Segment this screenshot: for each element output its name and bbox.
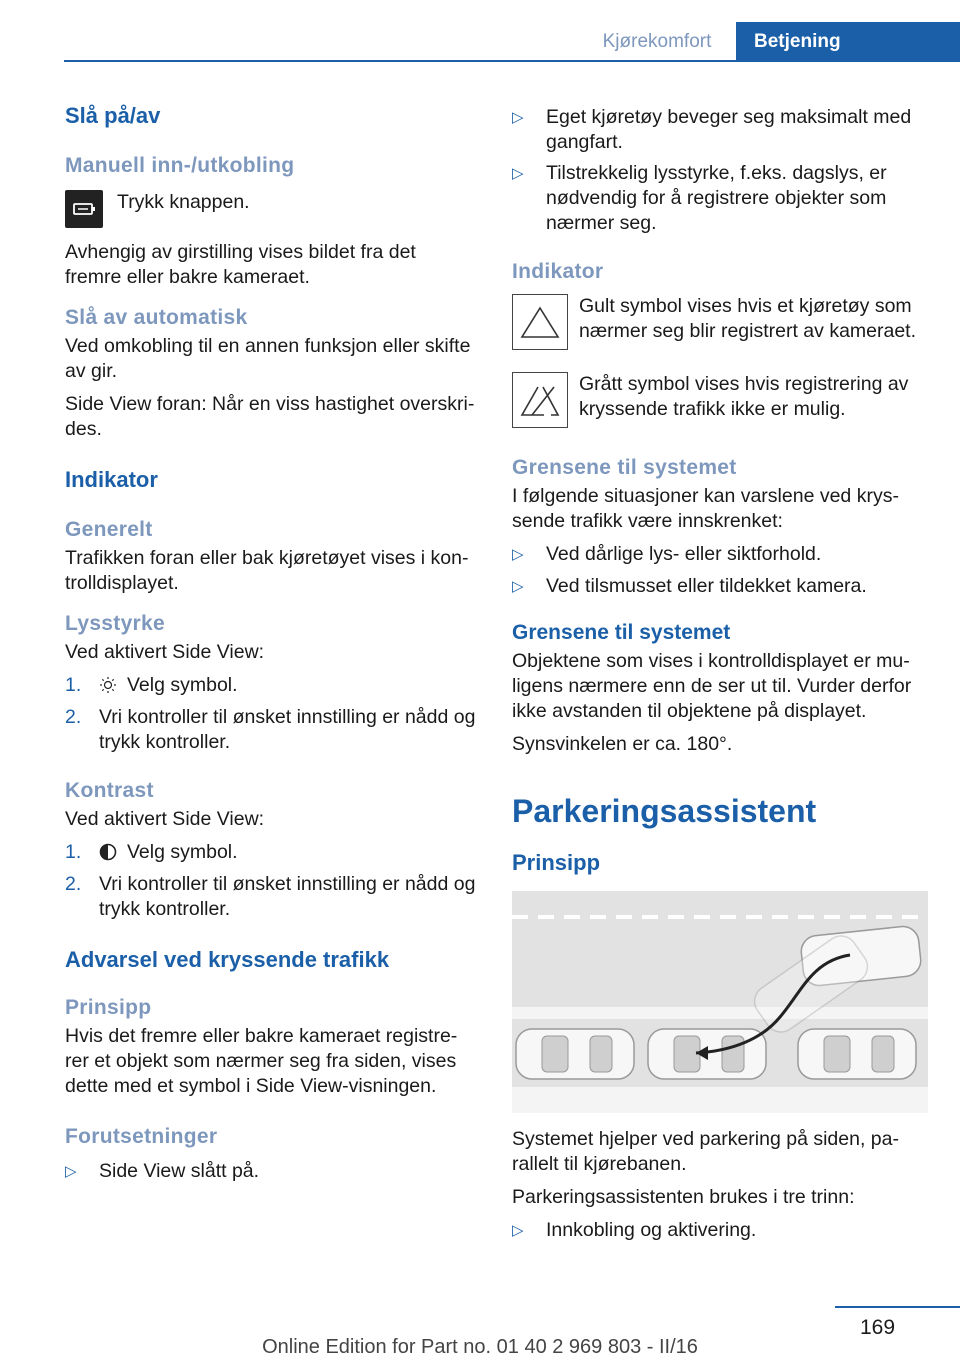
- footer-rule: [835, 1306, 960, 1308]
- grensene1-list: [512, 542, 926, 599]
- bullet-text: Innkobling og aktivering.: [546, 1219, 757, 1241]
- step-number: 2.: [65, 706, 82, 728]
- list-item: [65, 872, 477, 922]
- bullet-text: Ved dårlige lys- eller siktforhold.: [546, 543, 822, 565]
- heading-slaa-paa-av: Slå på/av: [65, 103, 161, 128]
- generelt-text: Trafikken foran eller bak kjøretøyet vises i kon‐trolldisplayet.: [65, 547, 469, 594]
- triangle-bullet-icon: ▷: [512, 546, 524, 563]
- heading-indikator: Indikator: [65, 467, 158, 492]
- step-text: Velg symbol.: [127, 674, 238, 696]
- right-column: [512, 100, 926, 1243]
- kontrast-intro: Ved aktivert Side View:: [65, 808, 265, 830]
- step-text: Velg symbol.: [127, 841, 238, 863]
- bullet-text: Eget kjøretøy beveger seg maksimalt med gangfart.: [546, 106, 912, 153]
- header-tab-betjening[interactable]: Betjening: [736, 22, 960, 62]
- heading-grensene-1: Grensene til systemet: [512, 456, 737, 479]
- heading-manuell: Manuell inn-/utkobling: [65, 154, 295, 177]
- grensene2-text: Objektene som vises i kontrolldisplayet er mu‐ligens nærmere enn de ser ut til. Vurder derfor ikke avstanden til objektene på displayet.: [512, 650, 912, 722]
- indicator-grey-row: [512, 372, 926, 428]
- left-column: [65, 100, 477, 1184]
- indicator-yellow-text: Gult symbol vises hvis et kjøretøy som nærmer seg blir registrert av kameraet.: [579, 295, 917, 342]
- trinn-list: [512, 1218, 926, 1243]
- prinsipp-text: Hvis det fremre eller bakre kameraet registre‐rer et objekt som nærmer seg fra siden, vises dette med et symbol i Side View-visningen.: [65, 1025, 458, 1097]
- edition-text: Online Edition for Part no. 01 40 2 969 803 - II/16: [262, 1336, 698, 1358]
- triangle-bullet-icon: ▷: [65, 1163, 77, 1180]
- list-item: [65, 840, 477, 865]
- heading-prinsipp-right: Prinsipp: [512, 850, 601, 875]
- triangle-bullet-icon: ▷: [512, 1222, 524, 1239]
- list-item: [512, 574, 926, 599]
- girstilling-text: Avhengig av girstilling vises bildet fra det fremre eller bakre kameraet.: [65, 241, 416, 288]
- trinn-intro: Parkeringsassistenten brukes i tre trinn:: [512, 1186, 855, 1208]
- parkering-text: Systemet hjelper ved parkering på siden, pa‐rallelt til kjørebanen.: [512, 1128, 899, 1175]
- heading-prinsipp-left: Prinsipp: [65, 996, 152, 1019]
- bullet-text: Tilstrekkelig lysstyrke, f.eks. dagslys, er nødvendig for å registrere objekter som nærmer seg.: [546, 162, 887, 234]
- manuell-row: [65, 190, 477, 228]
- list-item: [512, 161, 926, 236]
- side-view-button-icon: [65, 190, 103, 228]
- list-item: [65, 705, 477, 755]
- step-text: Vri kontroller til ønsket innstilling er nådd og trykk kontroller.: [99, 873, 476, 920]
- kontrast-steps: [65, 840, 477, 922]
- forutsetninger-list: [65, 1159, 477, 1184]
- triangle-bullet-icon: ▷: [512, 109, 524, 126]
- heading-forutsetninger: Forutsetninger: [65, 1125, 218, 1148]
- heading-advarsel: Advarsel ved kryssende trafikk: [65, 947, 390, 972]
- list-item: [512, 105, 926, 155]
- heading-grensene-2: Grensene til systemet: [512, 621, 731, 644]
- header-tab-kjorekomfort[interactable]: Kjørekomfort: [602, 31, 712, 52]
- warning-triangle-crossed-icon: [512, 372, 568, 428]
- conditions-list: [512, 105, 926, 236]
- auto-text-1: Ved omkobling til en annen funksjon eller skifte av gir.: [65, 335, 471, 382]
- step-number: 1.: [65, 674, 82, 696]
- parking-illustration: [512, 891, 928, 1113]
- heading-kontrast: Kontrast: [65, 779, 154, 802]
- step-text: Vri kontroller til ønsket innstilling er nådd og trykk kontroller.: [99, 706, 476, 753]
- bullet-text: Side View slått på.: [99, 1160, 260, 1182]
- heading-lysstyrke: Lysstyrke: [65, 612, 165, 635]
- step-number: 2.: [65, 873, 82, 895]
- heading-slaa-av-automatisk: Slå av automatisk: [65, 306, 248, 329]
- triangle-bullet-icon: ▷: [512, 165, 524, 182]
- auto-text-2: Side View foran: Når en viss hastighet overskri‐des.: [65, 393, 475, 440]
- list-item: [65, 673, 477, 698]
- manuell-text: Trykk knappen.: [117, 191, 250, 213]
- page-number: 169: [860, 1316, 896, 1339]
- heading-parkeringsassistent: Parkeringsassistent: [512, 793, 817, 829]
- contrast-icon: [99, 840, 121, 865]
- bullet-text: Ved tilsmusset eller tildekket kamera.: [546, 575, 867, 597]
- heading-indikator-right: Indikator: [512, 260, 604, 283]
- warning-triangle-icon: [512, 294, 568, 350]
- triangle-bullet-icon: ▷: [512, 578, 524, 595]
- lysstyrke-intro: Ved aktivert Side View:: [65, 641, 265, 663]
- lysstyrke-steps: [65, 673, 477, 755]
- indicator-grey-text: Grått symbol vises hvis registrering av kryssende trafikk ikke er mulig.: [579, 373, 909, 420]
- header-rule: [64, 60, 960, 62]
- list-item: [65, 1159, 477, 1184]
- grensene1-text: I følgende situasjoner kan varslene ved krys‐sende trafikk være innskrenket:: [512, 485, 899, 532]
- sun-icon: [99, 673, 121, 698]
- heading-generelt: Generelt: [65, 518, 153, 541]
- step-number: 1.: [65, 841, 82, 863]
- list-item: [512, 1218, 926, 1243]
- indicator-yellow-row: [512, 294, 926, 350]
- list-item: [512, 542, 926, 567]
- synsvinkel-text: Synsvinkelen er ca. 180°.: [512, 733, 733, 755]
